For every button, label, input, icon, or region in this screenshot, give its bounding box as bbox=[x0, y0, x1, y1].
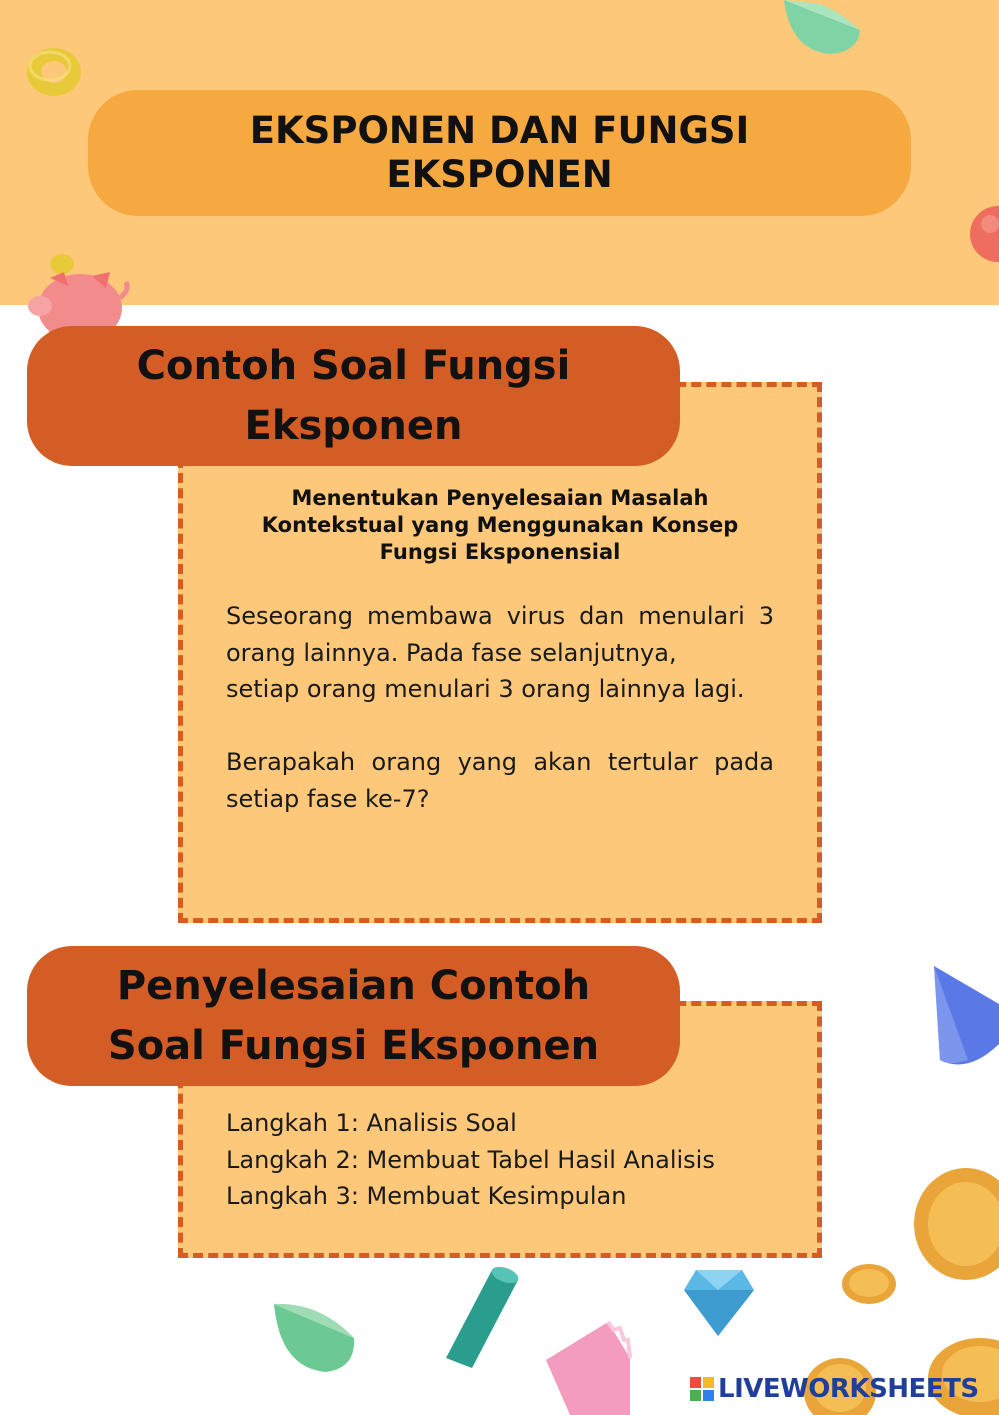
problem-paragraph-2: setiap orang menulari 3 orang lainnya lagi. bbox=[226, 675, 745, 703]
problem-subheading: Menentukan Penyelesaian Masalah Kontekstual yang Menggunakan Konsep Fungsi Eksponensial bbox=[261, 486, 739, 564]
section-heading-example bbox=[27, 326, 680, 466]
coin-icon bbox=[840, 1262, 898, 1306]
problem-paragraph-1: Seseorang membawa virus dan menulari 3 orang lainnya. Pada fase selanjutnya, bbox=[226, 602, 774, 667]
ball-icon bbox=[962, 206, 999, 262]
half-sphere-icon bbox=[780, 0, 864, 56]
section-heading-solution-text: Penyelesaian Contoh Soal Fungsi Eksponen bbox=[107, 963, 600, 1069]
stairs-block-icon bbox=[542, 1318, 632, 1415]
half-sphere-icon bbox=[270, 1298, 358, 1374]
section-heading-example-text: Contoh Soal Fungsi Eksponen bbox=[136, 343, 571, 449]
step-item: Langkah 1: Analisis Soal bbox=[226, 1109, 517, 1137]
section-heading-solution bbox=[27, 946, 680, 1086]
liveworksheets-logo-icon bbox=[690, 1377, 714, 1401]
cylinder-icon bbox=[440, 1262, 520, 1372]
step-item: Langkah 2: Membuat Tabel Hasil Analisis bbox=[226, 1145, 715, 1174]
paragraph-gap bbox=[226, 708, 774, 745]
page-title: EKSPONEN DAN FUNGSI EKSPONEN bbox=[249, 109, 750, 196]
step-item: Langkah 3: Membuat Kesimpulan bbox=[226, 1182, 627, 1210]
liveworksheets-brand: LIVEWORKSHEETS bbox=[718, 1374, 979, 1404]
diamond-icon bbox=[682, 1266, 756, 1338]
liveworksheets-logo[interactable] bbox=[690, 1374, 979, 1404]
problem-question: Berapakah orang yang akan tertular pada setiap fase ke-7? bbox=[226, 748, 774, 813]
ring-icon bbox=[24, 44, 84, 100]
problem-text bbox=[226, 598, 774, 817]
page-title-banner bbox=[88, 90, 911, 216]
cone-icon bbox=[928, 964, 999, 1068]
solution-steps-list bbox=[226, 1105, 806, 1215]
coin-icon bbox=[908, 1166, 999, 1282]
